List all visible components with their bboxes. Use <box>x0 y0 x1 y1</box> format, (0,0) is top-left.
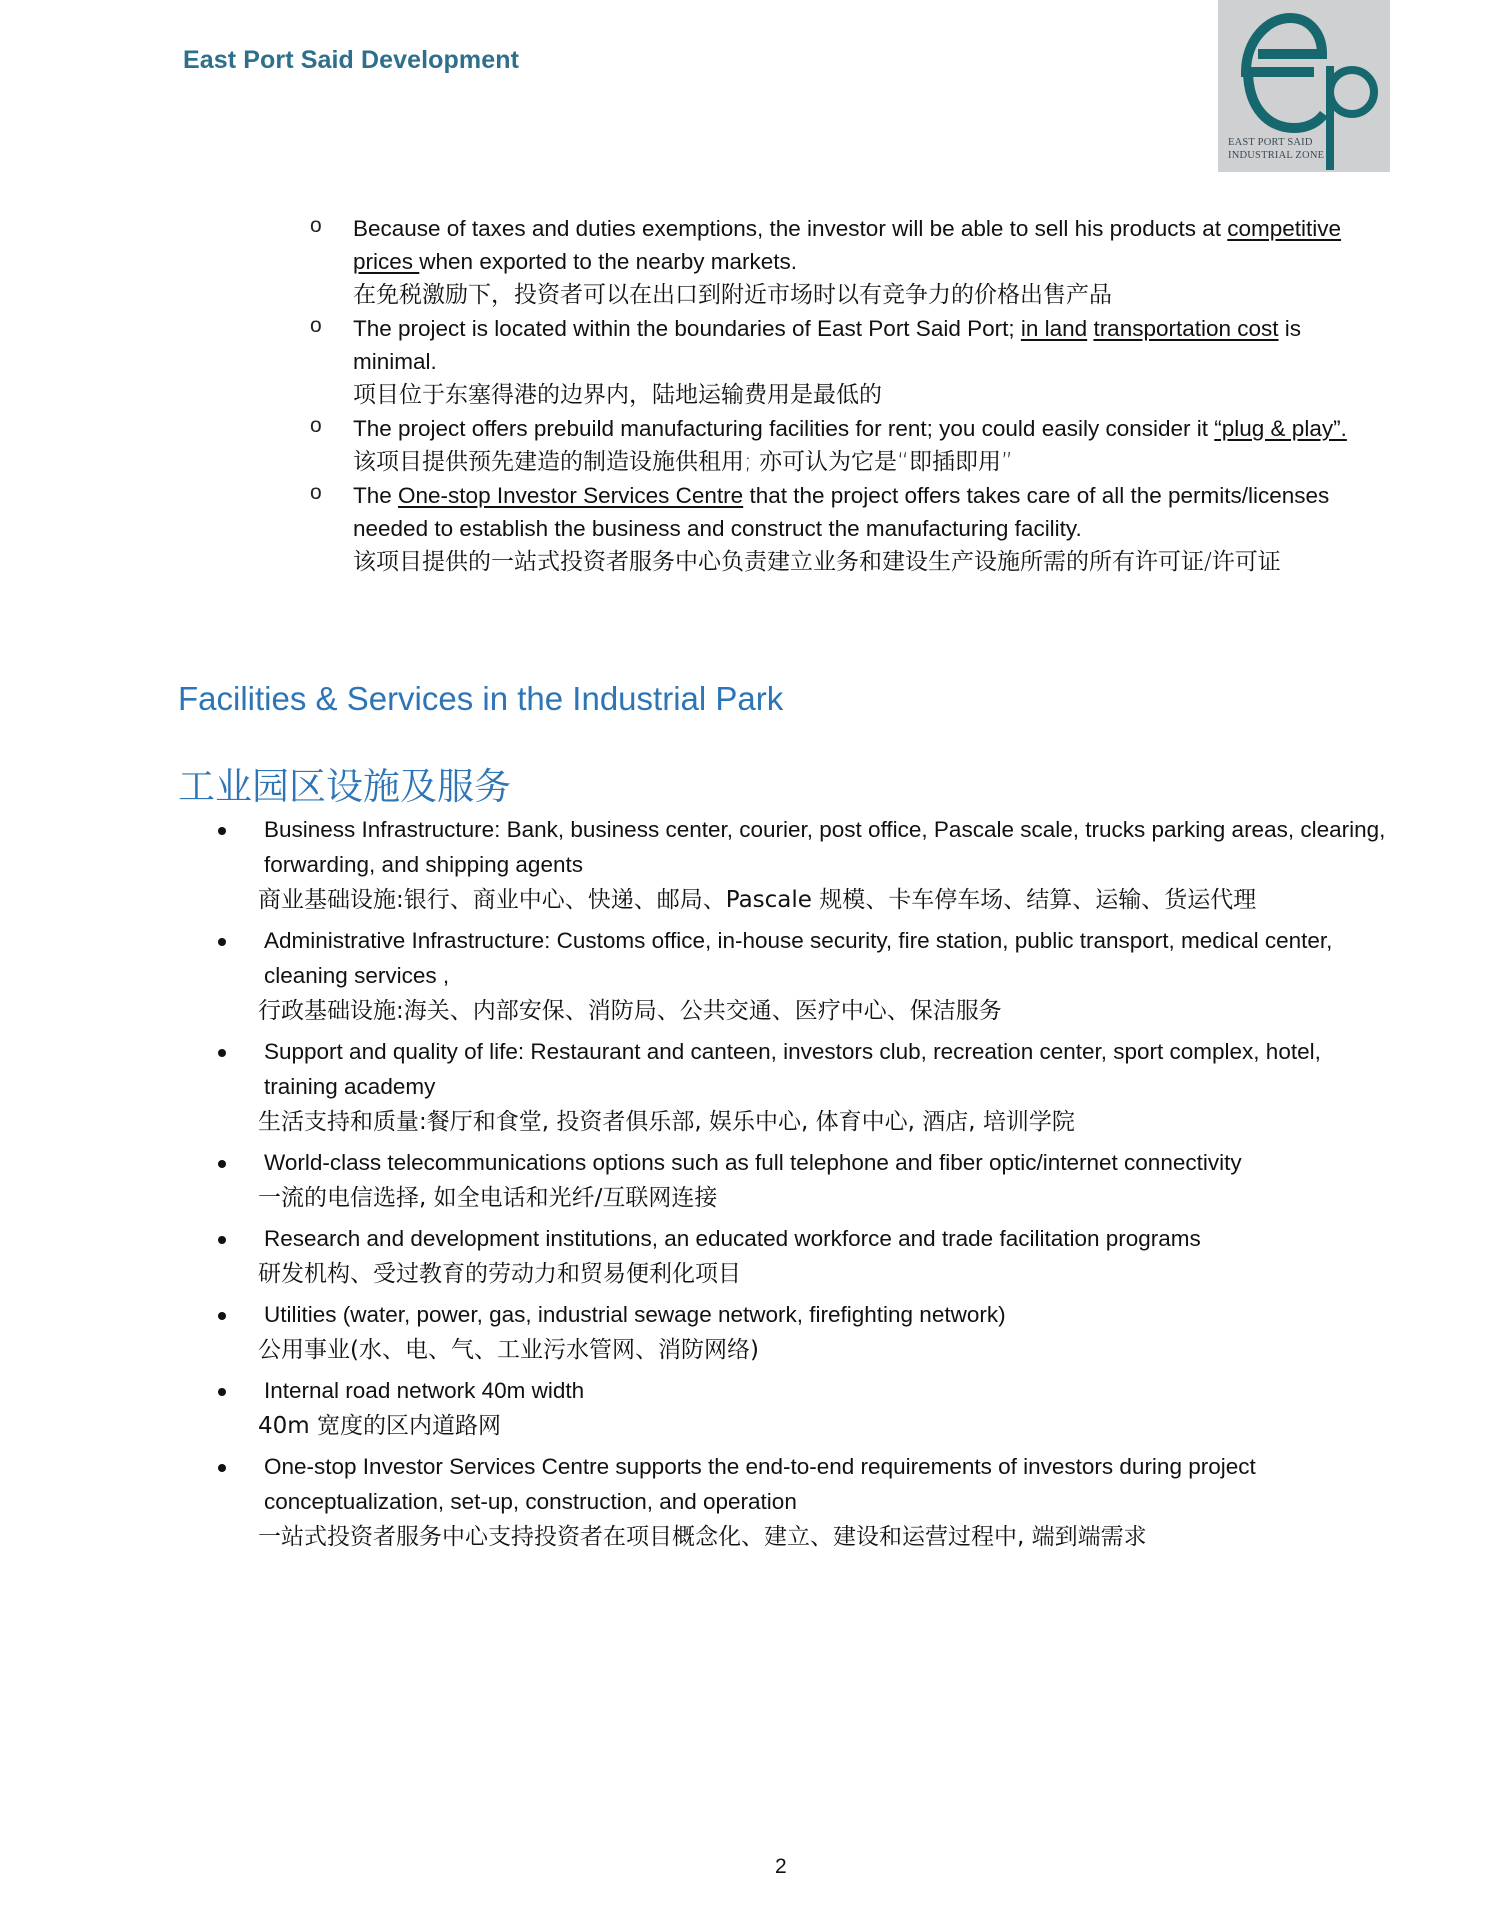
advantage-text-zh: 在免税激励下，投资者可以在出口到附近市场时以有竞争力的价格出售产品 <box>353 282 1112 308</box>
underlined-text: competitive prices <box>353 216 1342 274</box>
text-run: when exported to the nearby markets. <box>419 249 797 274</box>
facility-text-zh: 一站式投资者服务中心支持投资者在项目概念化、建立、建设和运营过程中, 端到端需求 <box>258 1524 1147 1550</box>
text-run: Because of taxes and duties exemptions, the investor will be able to sell his products at <box>353 216 1228 241</box>
facility-text-en: One-stop Investor Services Centre supports the end-to-end requirements of investors during project conceptualization, set-up, construction, and operation <box>264 1454 1256 1514</box>
section-heading-zh: 工业园区设施及服务 <box>178 765 511 808</box>
facility-text-zh: 公用事业(水、电、气、工业污水管网、消防网络) <box>258 1337 759 1363</box>
bullet-icon <box>218 1312 226 1320</box>
list-marker: o <box>310 214 322 237</box>
text-run: The project offers prebuild manufacturing facilities for rent; you could easily consider it <box>353 416 1215 441</box>
facility-text-zh: 商业基础设施:银行、商业中心、快递、邮局、Pascale 规模、卡车停车场、结算、运输、货运代理 <box>258 887 1257 913</box>
facility-text-en: Utilities (water, power, gas, industrial sewage network, firefighting network) <box>264 1302 1006 1327</box>
advantage-text-zh: 该项目提供预先建造的制造设施供租用; 亦可认为它是“即插即用” <box>353 449 1013 475</box>
bullet-icon <box>218 1388 226 1396</box>
facility-text-en: Support and quality of life: Restaurant and canteen, investors club, recreation center, sport complex, hotel, training academy <box>264 1039 1321 1099</box>
list-marker: o <box>310 414 322 437</box>
list-item <box>218 923 1398 1030</box>
list-item <box>218 812 1398 919</box>
facility-text-zh: 一流的电信选择, 如全电话和光纤/互联网连接 <box>258 1185 718 1211</box>
facility-text-en: Research and development institutions, an educated workforce and trade facilitation programs <box>264 1226 1201 1251</box>
facility-text-zh: 40m 宽度的区内道路网 <box>258 1413 501 1439</box>
advantage-text-zh: 项目位于东塞得港的边界内，陆地运输费用是最低的 <box>353 382 882 408</box>
bullet-icon <box>218 827 226 835</box>
underlined-text: “plug & play”. <box>1214 416 1347 441</box>
list-item <box>218 1145 1398 1217</box>
list-item <box>218 1373 1398 1445</box>
header-title: East Port Said Development <box>183 46 520 74</box>
company-logo <box>1218 0 1390 172</box>
bullet-icon <box>218 1049 226 1057</box>
text-run: that the project offers takes care of all the permits/licenses needed to establish the business and construct the manufacturing facility. <box>353 483 1330 541</box>
section-heading-en: Facilities & Services in the Industrial Park <box>178 680 784 717</box>
bullet-icon <box>218 1160 226 1168</box>
logo-line-2: INDUSTRIAL ZONE <box>1228 150 1325 161</box>
advantage-text-en <box>353 312 1390 378</box>
list-item <box>218 1034 1398 1141</box>
facility-text-zh: 研发机构、受过教育的劳动力和贸易便利化项目 <box>258 1261 741 1287</box>
facility-text-en: Administrative Infrastructure: Customs office, in-house security, fire station, public transport, medical center, cleaning services , <box>264 928 1333 988</box>
list-marker: o <box>310 314 322 337</box>
advantage-text-en <box>353 212 1390 278</box>
advantage-item <box>310 412 1390 479</box>
list-item <box>218 1221 1398 1293</box>
advantage-item <box>310 212 1390 312</box>
page-number: 2 <box>775 1855 787 1878</box>
underlined-text: in land <box>1020 316 1088 341</box>
advantage-text-en <box>353 412 1390 445</box>
advantages-list <box>310 212 1390 579</box>
bullet-icon <box>218 1236 226 1244</box>
facility-text-en: Internal road network 40m width <box>264 1378 585 1403</box>
advantage-item <box>310 479 1390 579</box>
facility-text-zh: 行政基础设施:海关、内部安保、消防局、公共交通、医疗中心、保洁服务 <box>258 998 1002 1024</box>
bullet-icon <box>218 938 226 946</box>
list-item <box>218 1449 1398 1556</box>
underlined-text: transportation cost <box>1093 316 1279 341</box>
facility-text-zh: 生活支持和质量:餐厅和食堂, 投资者俱乐部, 娱乐中心, 体育中心, 酒店, 培训学院 <box>258 1109 1075 1135</box>
advantage-item <box>310 312 1390 412</box>
list-item <box>218 1297 1398 1369</box>
logo-line-1: EAST PORT SAID <box>1228 137 1313 148</box>
text-run: The <box>353 483 399 508</box>
underlined-text: One-stop Investor Services Centre <box>398 483 744 508</box>
facility-text-en: Business Infrastructure: Bank, business center, courier, post office, Pascale scale, trucks parking areas, clearing, forwarding, and shipping agents <box>264 817 1386 877</box>
advantage-text-en <box>353 479 1390 545</box>
bullet-icon <box>218 1464 226 1472</box>
advantage-text-zh: 该项目提供的一站式投资者服务中心负责建立业务和建设生产设施所需的所有许可证/许可证 <box>353 549 1281 575</box>
text-run: is minimal. <box>353 316 1302 374</box>
text-run: The project is located within the boundaries of East Port Said Port; <box>353 316 1021 341</box>
facility-text-en: World-class telecommunications options such as full telephone and fiber optic/internet connectivity <box>264 1150 1242 1175</box>
list-marker: o <box>310 481 322 504</box>
facilities-list <box>218 812 1398 1560</box>
